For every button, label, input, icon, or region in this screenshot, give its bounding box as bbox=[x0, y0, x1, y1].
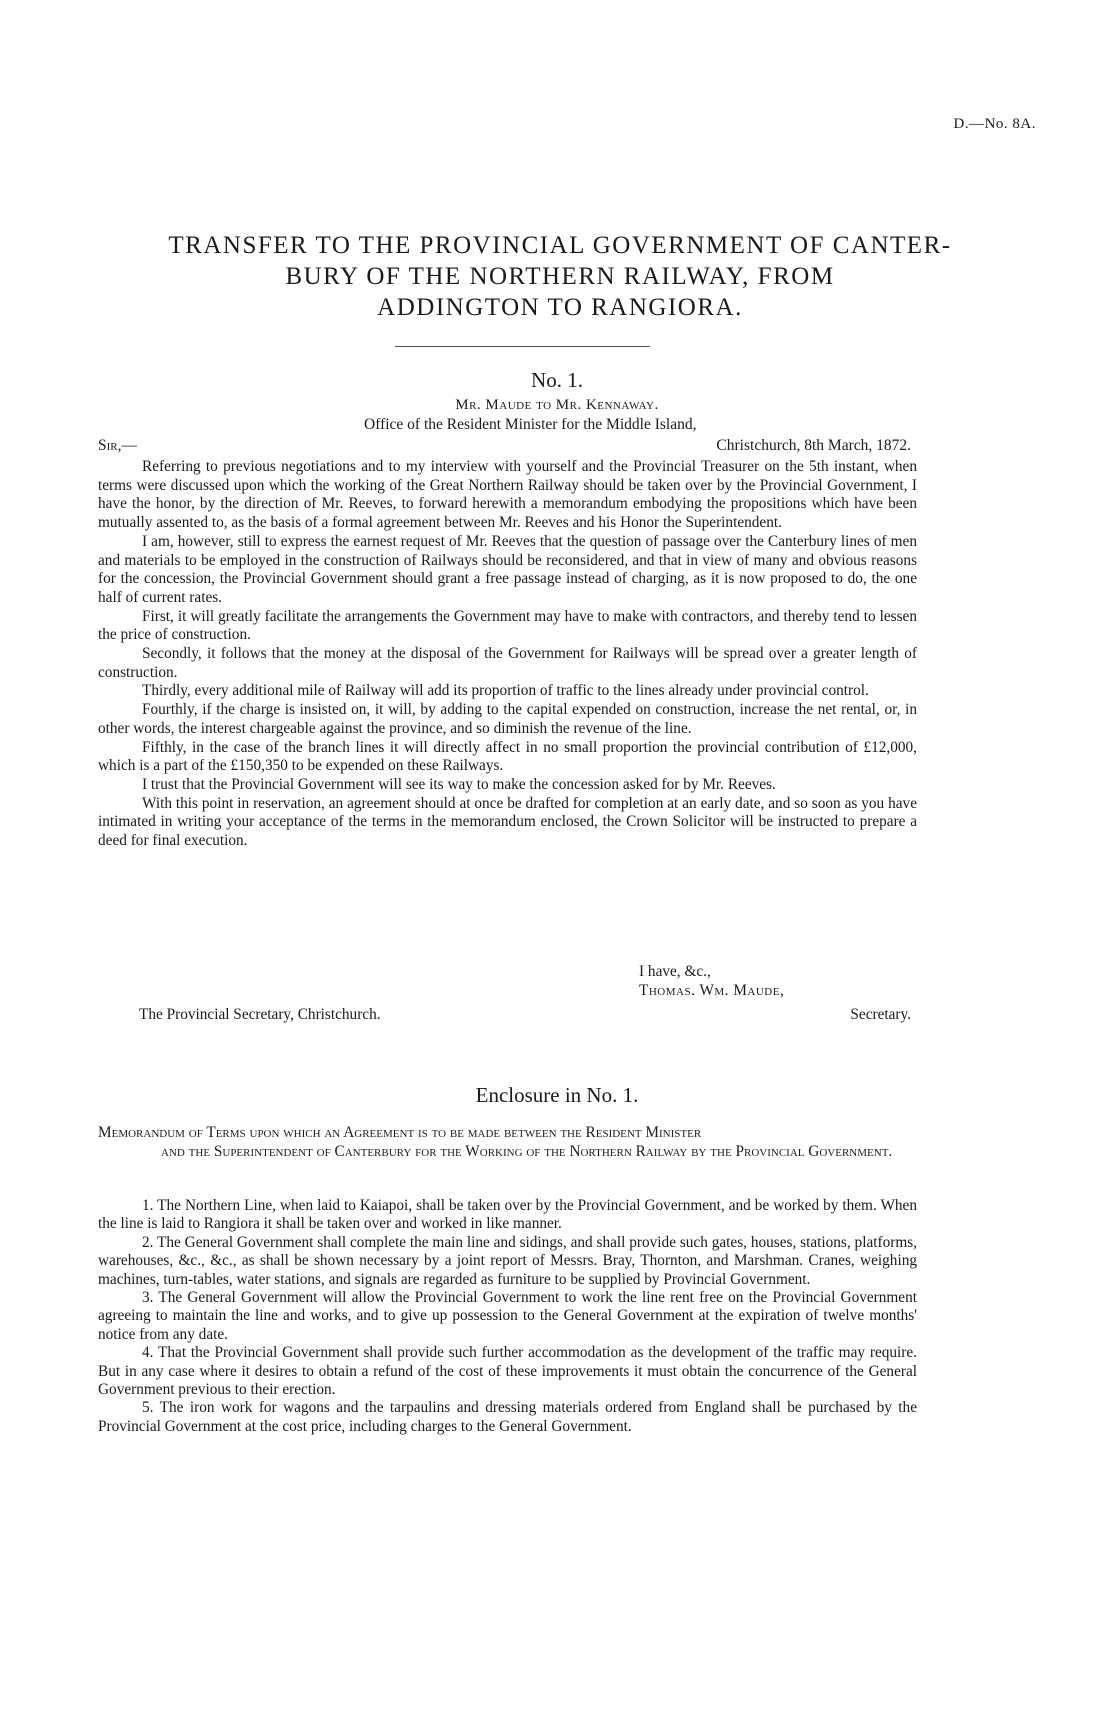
letter-body bbox=[98, 458, 917, 851]
letter-office: Office of the Resident Minister for the Middle Island, bbox=[364, 416, 697, 433]
letter-addressee: Mr. Maude to Mr. Kennaway. bbox=[455, 397, 659, 413]
memorandum-clauses bbox=[98, 1197, 917, 1436]
letter-paragraph: Secondly, it follows that the money at the disposal of the Government for Railways will be spread over a greater length of construction. bbox=[98, 645, 917, 681]
title-line: TRANSFER TO THE PROVINCIAL GOVERNMENT OF CANTER- bbox=[168, 232, 952, 259]
memorandum-clause: 2. The General Government shall complete the main line and sidings, and shall provide such gates, houses, stations, platforms, warehouses, &c., &c., as shall be shown necessary by a joint report of Messrs. Bray, Thornton, and Marshman. Cranes, weighing machines, turn-tables, water stations, and signals are regarded as furniture to be supplied by Provincial Government. bbox=[98, 1233, 917, 1288]
enclosure-heading: Enclosure in No. 1. bbox=[475, 1083, 639, 1107]
letter-paragraph: I trust that the Provincial Government will see its way to make the concession asked for by Mr. Reeves. bbox=[142, 775, 776, 793]
document-title bbox=[120, 230, 1000, 323]
memorandum-clause: 3. The General Government will allow the Provincial Government to work the line rent free on the Provincial Government agreeing to maintain the line and works, and to give up possession to the General Government at the expiration of twelve months' notice from any date. bbox=[98, 1289, 917, 1343]
title-divider bbox=[395, 346, 650, 347]
title-line: ADDINGTON TO RANGIORA. bbox=[377, 294, 743, 321]
letter-signatory-role: Secretary. bbox=[850, 1006, 911, 1023]
memorandum-clause: 5. The iron work for wagons and the tarpaulins and dressing materials ordered from England shall be purchased by the Provincial Government at the cost price, including charges to the General Government. bbox=[98, 1399, 917, 1435]
letter-paragraph: Fifthly, in the case of the branch lines it will directly affect in no small proportion the provincial contribution of £12,000, which is a part of the £150,350 to be expended on these Railways. bbox=[98, 738, 917, 775]
memorandum-line: Memorandum of Terms upon which an Agreement is to be made between the Resident Minister bbox=[98, 1124, 702, 1141]
letter-paragraph: I am, however, still to express the earnest request of Mr. Reeves that the question of passage over the Canterbury lines of men and materials to be employed in the construction of Railways should be reconsidered, and that in view of many and obvious reasons for the concession, the Provincial Government should grant a free passage instead of charging, as it is now proposed to do, the one half of current rates. bbox=[98, 532, 917, 606]
letter-place-date: Christchurch, 8th March, 1872. bbox=[716, 437, 911, 454]
letter-paragraph: Fourthly, if the charge is insisted on, it will, by adding to the capital expended on construction, increase the net rental, or, in other words, the interest chargeable against the province, and so diminish the revenue of the line. bbox=[98, 701, 917, 737]
letter-paragraph: With this point in reservation, an agreement should at once be drafted for completion at an early date, and so soon as you have intimated in writing your acceptance of the terms in the memorandum enclosed, the Crown Solicitor will be instructed to prepare a deed for final execution. bbox=[98, 794, 917, 850]
memorandum-line: and the Superintendent of Canterbury for the Working of the Northern Railway by the Provincial Government. bbox=[161, 1142, 893, 1160]
letter-closing: I have, &c., bbox=[639, 963, 711, 980]
letter-paragraph: First, it will greatly facilitate the arrangements the Government may have to make with contractors, and thereby tend to lessen the price of construction. bbox=[98, 607, 917, 644]
letter-recipient: The Provincial Secretary, Christchurch. bbox=[139, 1006, 381, 1023]
letter-paragraph: Thirdly, every additional mile of Railway will add its proportion of traffic to the lines already under provincial control. bbox=[142, 682, 869, 700]
letter-paragraph: Referring to previous negotiations and to my interview with yourself and the Provincial Treasurer on the 5th instant, when terms were discussed upon which the working of the Great Northern Railway should be taken over by the Provincial Government, I have the honor, by the direction of Mr. Reeves, to forward herewith a memorandum embodying the propositions which have been mutually assented to, as the basis of a formal agreement between Mr. Reeves and his Honor the Superintendent. bbox=[98, 458, 917, 532]
memorandum-clause: 4. That the Provincial Government shall provide such further accommodation as the development of the traffic may require. But in any case where it desires to obtain a refund of the cost of these improvements it must obtain the concurrence of the General Government previous to their erection. bbox=[98, 1344, 917, 1399]
memorandum-heading bbox=[98, 1124, 917, 1161]
letter-signatory: Thomas. Wm. Maude, bbox=[639, 982, 785, 999]
document-reference: D.—No. 8A. bbox=[953, 116, 1036, 132]
letter-salutation: Sir,— bbox=[98, 437, 137, 454]
letter-heading: No. 1. bbox=[531, 368, 583, 392]
title-line: BURY OF THE NORTHERN RAILWAY, FROM bbox=[285, 263, 835, 290]
memorandum-clause: 1. The Northern Line, when laid to Kaiapoi, shall be taken over by the Provincial Government, and be worked by them. When the line is laid to Rangiora it shall be taken over and worked in like manner. bbox=[98, 1197, 917, 1233]
